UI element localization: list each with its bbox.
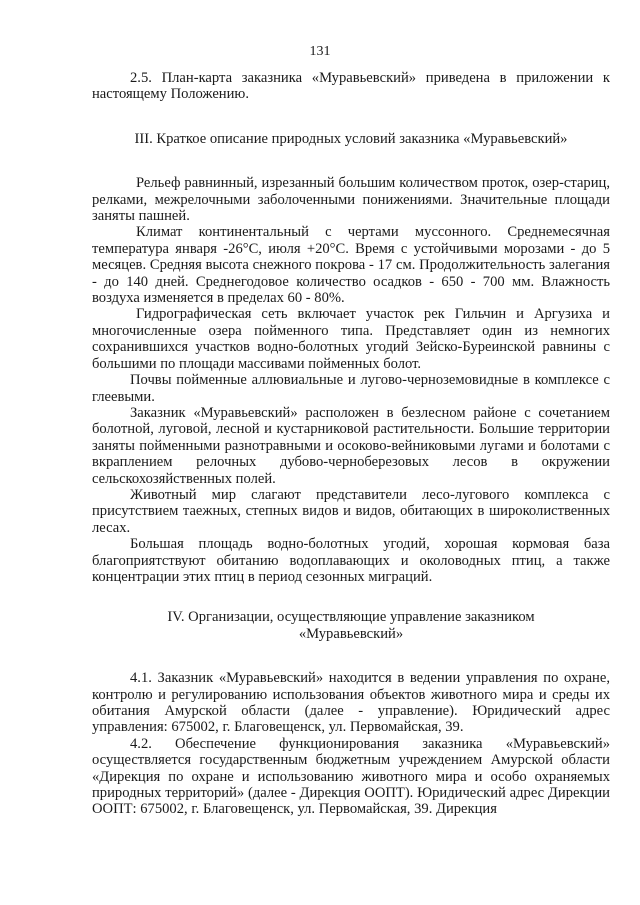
paragraph-wetlands: Большая площадь водно-болотных угодий, хорошая кормовая база благоприятствуют обитанию водоплавающих и околоводных птиц, а также концентрации этих птиц в период сезонных миграций. [92, 536, 610, 585]
paragraph-soils: Почвы пойменные аллювиальные и лугово-черноземовидные в комплексе с глеевыми. [92, 372, 610, 405]
section-4-heading-line-2: «Муравьевский» [298, 625, 404, 642]
paragraph-hydrography: Гидрографическая сеть включает участок рек Гильчин и Аргузиха и многочисленные озера пойменного типа. Представляет один из немногих сохранившихся участков водно-болотных угодий Зейско-Буреинской равнины с большими по площади массивами пойменных болот. [92, 306, 610, 372]
section-3-heading: III. Краткое описание природных условий заказника «Муравьевский» [134, 130, 568, 147]
paragraph-climate: Климат континентальный с чертами муссонного. Среднемесячная температура января -26°С, июля +20°С. Время с устойчивыми морозами - до 5 месяцев. Средняя высота снежного покрова - 17 см. Продолжительность залегания - до 140 дней. Среднегодовое количество осадков - 650 - 700 мм. Влажность воздуха изменяется в пределах 60 - 80%. [92, 224, 610, 307]
paragraph-4-1: 4.1. Заказник «Муравьевский» находится в ведении управления по охране, контролю и регулированию использования объектов животного мира и среды их обитания Амурской области (далее - управление). Юридический адрес управления: 675002, г. Благовещенск, ул. Первомайская, 39. [92, 670, 610, 736]
section-4-heading-line-1: IV. Организации, осуществляющие управление заказником [167, 609, 535, 626]
paragraph-relief: Рельеф равнинный, изрезанный большим количеством проток, озер-стариц, релками, межрелочными заболоченными понижениями. Значительные площади заняты пашней. [92, 175, 610, 225]
paragraph-vegetation: Заказник «Муравьевский» расположен в безлесном районе с сочетанием болотной, луговой, лесной и кустарниковой растительности. Большие территории заняты пойменными разнотравными и осоково-вейниковыми лугами и болотами с вкраплением релочных дубово-черноберезовых лесов в окружении сельскохозяйственных полей. [92, 404, 610, 487]
document-body [92, 70, 610, 818]
paragraph-fauna: Животный мир слагают представители лесо-лугового комплекса с присутствием таежных, степных видов и видов, обитающих в широколиственных лесах. [92, 486, 610, 536]
page-number: 131 [309, 44, 331, 59]
paragraph-4-2: 4.2. Обеспечение функционирования заказника «Муравьевский» осуществляется государственным бюджетным учреждением Амурской области «Дирекция по охране и использованию животного мира и особо охраняемых природных территорий» (далее - Дирекция ООПТ). Юридический адрес Дирекции ООПТ: 675002, г. Благовещенск, ул. Первомайская, 39. Дирекция [92, 735, 610, 818]
paragraph-2-5: 2.5. План-карта заказника «Муравьевский» приведена в приложении к настоящему Положению. [92, 70, 610, 103]
